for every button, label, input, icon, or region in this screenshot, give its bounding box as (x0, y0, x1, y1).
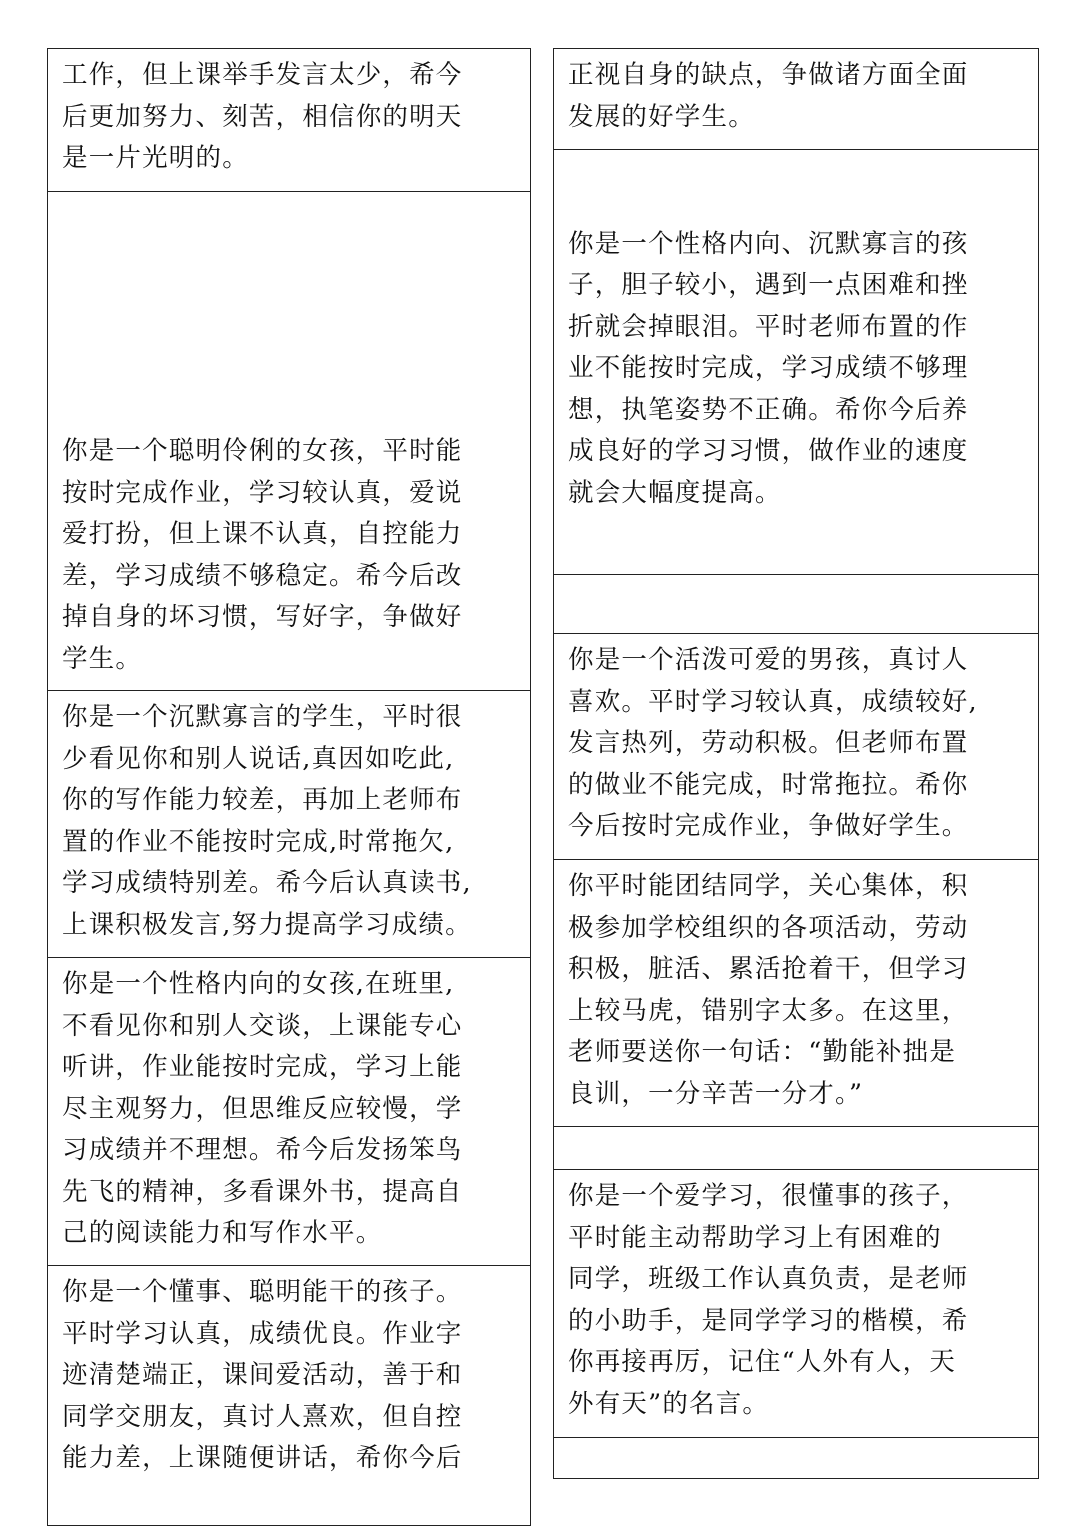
comment-cell-left-3 (47, 690, 531, 958)
comment-text: 你是一个聪明伶俐的女孩，平时能 按时完成作业，学习较认真，爱说 爱打扮，但上课不认真，自控能力 差，学习成绩不够稳定。希今后改 掉自身的坏习惯，写好字，争做好 学生。 (62, 436, 463, 674)
empty-cell-right-8 (553, 1437, 1039, 1479)
comment-cell-right-5 (553, 859, 1039, 1127)
comment-text: 你平时能团结同学，关心集体，积 极参加学校组织的各项活动，劳动 积极，脏活、累活抢着干，但学习 上较马虎，错别字太多。在这里， 老师要送你一句话：“勤能补拙是 良训，一分辛苦一分才。” (568, 871, 969, 1109)
comment-text: 你是一个性格内向的女孩,在班里, 不看见你和别人交谈，上课能专心 听讲，作业能按时完成，学习上能 尽主观努力，但思维反应较慢，学 习成绩并不理想。希今后发扬笨鸟 先飞的精神，多看课外书，提高自 己的阅读能力和写作水平。 (62, 969, 463, 1248)
comment-text: 你是一个活泼可爱的男孩，真讨人 喜欢。平时学习较认真，成绩较好, 发言热列，劳动积极。但老师布置 的做业不能完成，时常拖拉。希你 今后按时完成作业，争做好学生。 (568, 645, 978, 841)
comment-cell-left-4 (47, 957, 531, 1266)
comment-cell-right-7 (553, 1169, 1039, 1438)
empty-cell-right-3 (553, 574, 1039, 634)
comment-cell-right-4 (553, 633, 1039, 860)
comment-cell-left-5 (47, 1265, 531, 1526)
comment-text: 你是一个沉默寡言的学生，平时很 少看见你和别人说话,真因如吃此, 你的写作能力较差，再加上老师布 置的作业不能按时完成,时常拖欠, 学习成绩特别差。希今后认真读书, 上课积极发言,努力提高学习成绩。 (62, 702, 472, 940)
comment-cell-left-2 (47, 191, 531, 691)
comment-cell-left-1 (47, 48, 531, 192)
empty-cell-right-6 (553, 1126, 1039, 1170)
comment-text: 正视自身的缺点，争做诸方面全面 发展的好学生。 (568, 60, 969, 132)
comment-text: 你是一个性格内向、沉默寡言的孩 子，胆子较小，遇到一点困难和挫 折就会掉眼泪。平时老师布置的作 业不能按时完成，学习成绩不够理 想，执笔姿势不正确。希你今后养 成良好的学习习惯，做作业的速度 就会大幅度提高。 (568, 228, 969, 508)
comment-text: 你是一个懂事、聪明能干的孩子。 平时学习认真，成绩优良。作业字 迹清楚端正，课间爱活动，善于和 同学交朋友，真讨人熹欢，但自控 能力差，上课随便讲话，希你今后 (62, 1277, 463, 1473)
comment-cell-right-1 (553, 48, 1039, 150)
comment-cell-right-2 (553, 149, 1039, 575)
comment-text: 工作，但上课举手发言太少，希今 后更加努力、刻苦，相信你的明天 是一片光明的。 (62, 60, 463, 173)
comment-text: 你是一个爱学习，很懂事的孩子， 平时能主动帮助学习上有困难的 同学，班级工作认真负责，是老师 的小助手，是同学学习的楷模，希 你再接再厉，记住“人外有人，天 外有天”的名言。 (568, 1181, 969, 1419)
